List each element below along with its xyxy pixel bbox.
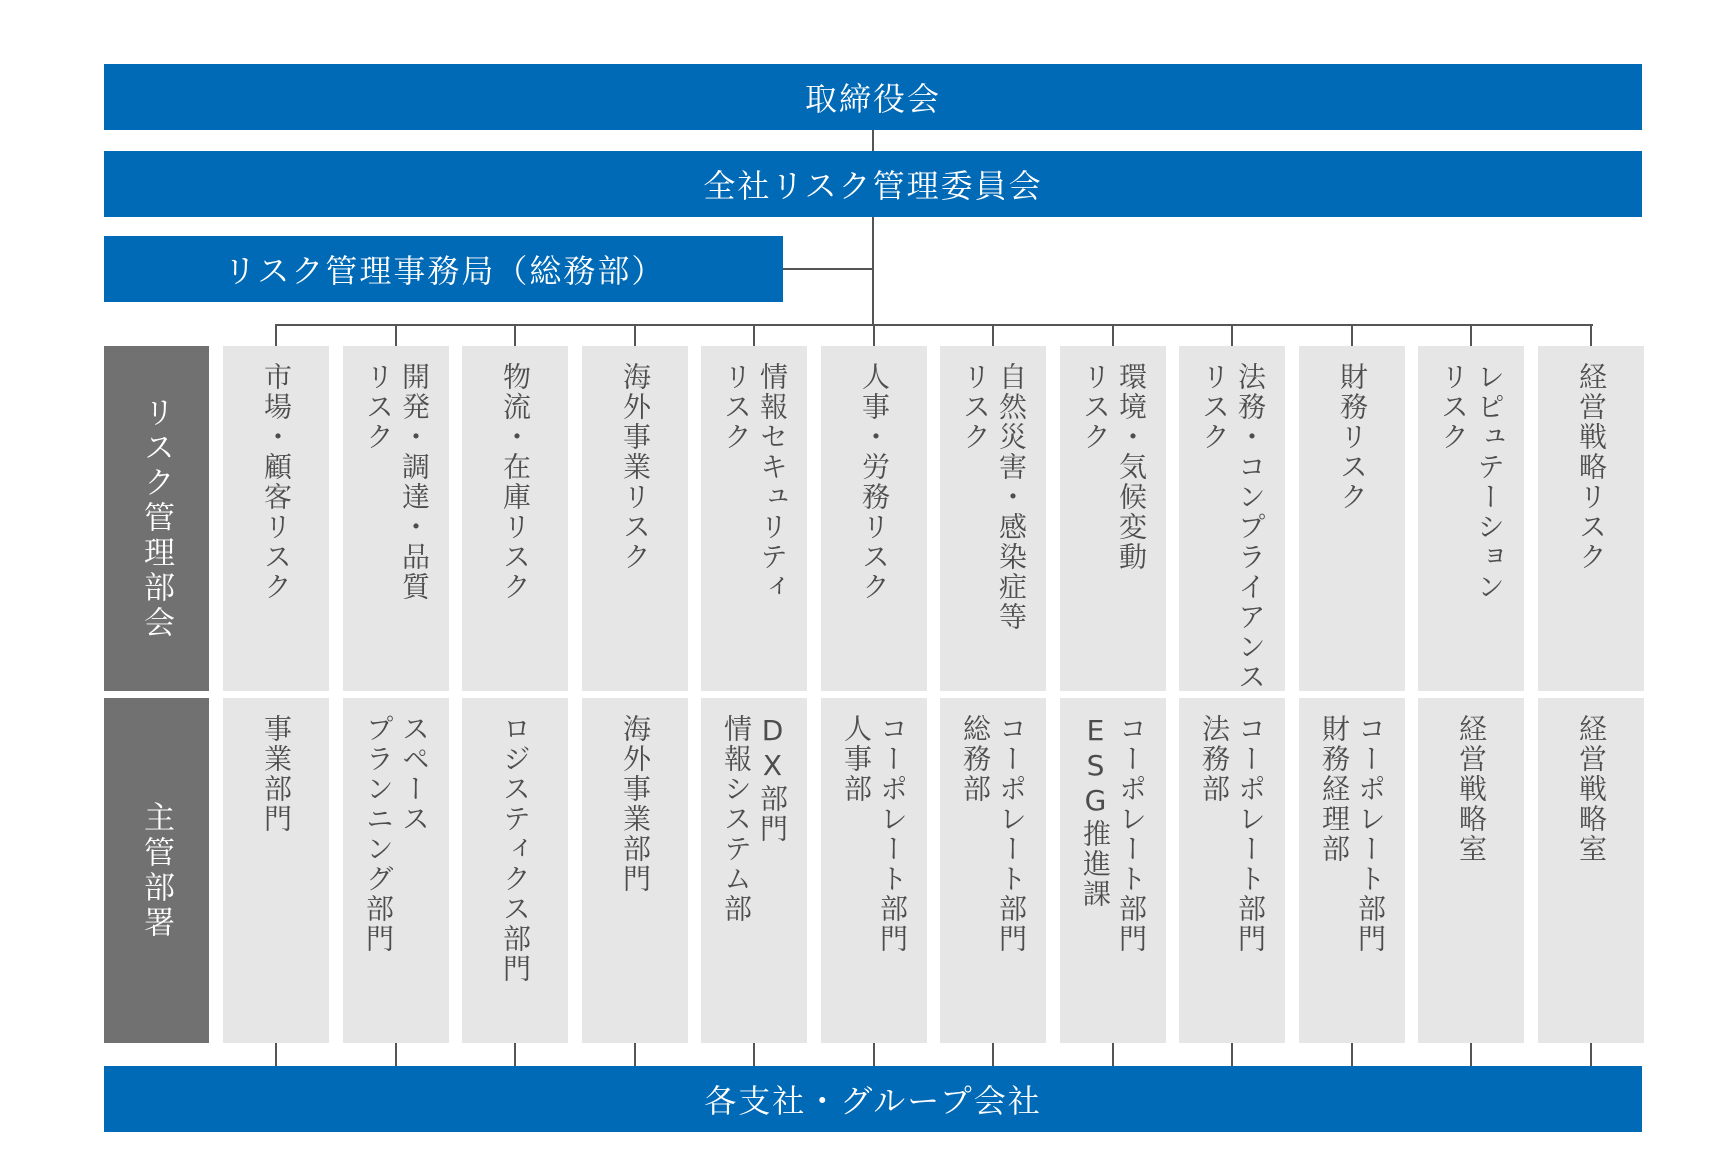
- department-cell: ロジスティクス部門: [462, 698, 568, 1043]
- risk-committee-cell: 市場・顧客リスク: [223, 346, 329, 691]
- department-cell: コーポレート部門 財務経理部: [1299, 698, 1405, 1043]
- risk-committee-cell: 開発・調達・品質 リスク: [343, 346, 449, 691]
- risk-committee-cell: 人事・労務リスク: [821, 346, 927, 691]
- connector-to-subsidiaries: [992, 1043, 994, 1066]
- connector-to-subsidiaries: [634, 1043, 636, 1066]
- row-label-departments: 主管部署: [104, 698, 209, 1043]
- risk-committee-cell: 環境・気候変動 リスク: [1060, 346, 1166, 691]
- connector-to-risk-cell: [1470, 324, 1472, 346]
- connector-to-subsidiaries: [753, 1043, 755, 1066]
- connector-to-subsidiaries: [873, 1043, 875, 1066]
- connector-to-subsidiaries: [1590, 1043, 1592, 1066]
- department-cell: 経営戦略室: [1418, 698, 1524, 1043]
- connector-to-subsidiaries: [1112, 1043, 1114, 1066]
- risk-committee-cell: 物流・在庫リスク: [462, 346, 568, 691]
- connector-to-subsidiaries: [1470, 1043, 1472, 1066]
- subsidiaries-box: 各支社・グループ会社: [104, 1066, 1642, 1132]
- row-label-risk-committees: リスク管理部会: [104, 346, 209, 691]
- risk-committee-cell: 法務・コンプライアンス リスク: [1179, 346, 1285, 691]
- connector-to-risk-cell: [753, 324, 755, 346]
- risk-committee-cell: 財務リスク: [1299, 346, 1405, 691]
- risk-committee-box: 全社リスク管理委員会: [104, 151, 1642, 217]
- department-cell: コーポレート部門 人事部: [821, 698, 927, 1043]
- connector-to-risk-cell: [395, 324, 397, 346]
- connector-secretariat: [783, 268, 874, 270]
- risk-committee-cell: 海外事業リスク: [582, 346, 688, 691]
- risk-committee-cell: 情報セキュリティ リスク: [701, 346, 807, 691]
- connector-to-risk-cell: [1231, 324, 1233, 346]
- connector-to-subsidiaries: [275, 1043, 277, 1066]
- connector-to-risk-cell: [1590, 324, 1592, 346]
- connector-to-risk-cell: [873, 324, 875, 346]
- connector-to-risk-cell: [275, 324, 277, 346]
- department-cell: 海外事業部門: [582, 698, 688, 1043]
- connector-to-risk-cell: [634, 324, 636, 346]
- connector-to-risk-cell: [514, 324, 516, 346]
- department-cell: 事業部門: [223, 698, 329, 1043]
- connector-to-subsidiaries: [1231, 1043, 1233, 1066]
- department-cell: DX部門 情報システム部: [701, 698, 807, 1043]
- connector-to-subsidiaries: [514, 1043, 516, 1066]
- connector-board-committee: [872, 130, 874, 151]
- connector-to-risk-cell: [992, 324, 994, 346]
- connector-to-subsidiaries: [395, 1043, 397, 1066]
- department-cell: コーポレート部門 法務部: [1179, 698, 1285, 1043]
- connector-to-risk-cell: [1351, 324, 1353, 346]
- department-cell: 経営戦略室: [1538, 698, 1644, 1043]
- department-cell: コーポレート部門 総務部: [940, 698, 1046, 1043]
- board-of-directors-box: 取締役会: [104, 64, 1642, 130]
- department-cell: スペース プランニング部門: [343, 698, 449, 1043]
- connector-to-risk-cell: [1112, 324, 1114, 346]
- risk-committee-cell: 自然災害・感染症等 リスク: [940, 346, 1046, 691]
- risk-committee-cell: 経営戦略リスク: [1538, 346, 1644, 691]
- connector-to-subsidiaries: [1351, 1043, 1353, 1066]
- connector-distribution-line: [275, 324, 1593, 326]
- department-cell: コーポレート部門 ESG推進課: [1060, 698, 1166, 1043]
- risk-committee-cell: レピュテーション リスク: [1418, 346, 1524, 691]
- risk-secretariat-box: リスク管理事務局（総務部）: [104, 236, 783, 302]
- connector-committee-trunk: [872, 217, 874, 326]
